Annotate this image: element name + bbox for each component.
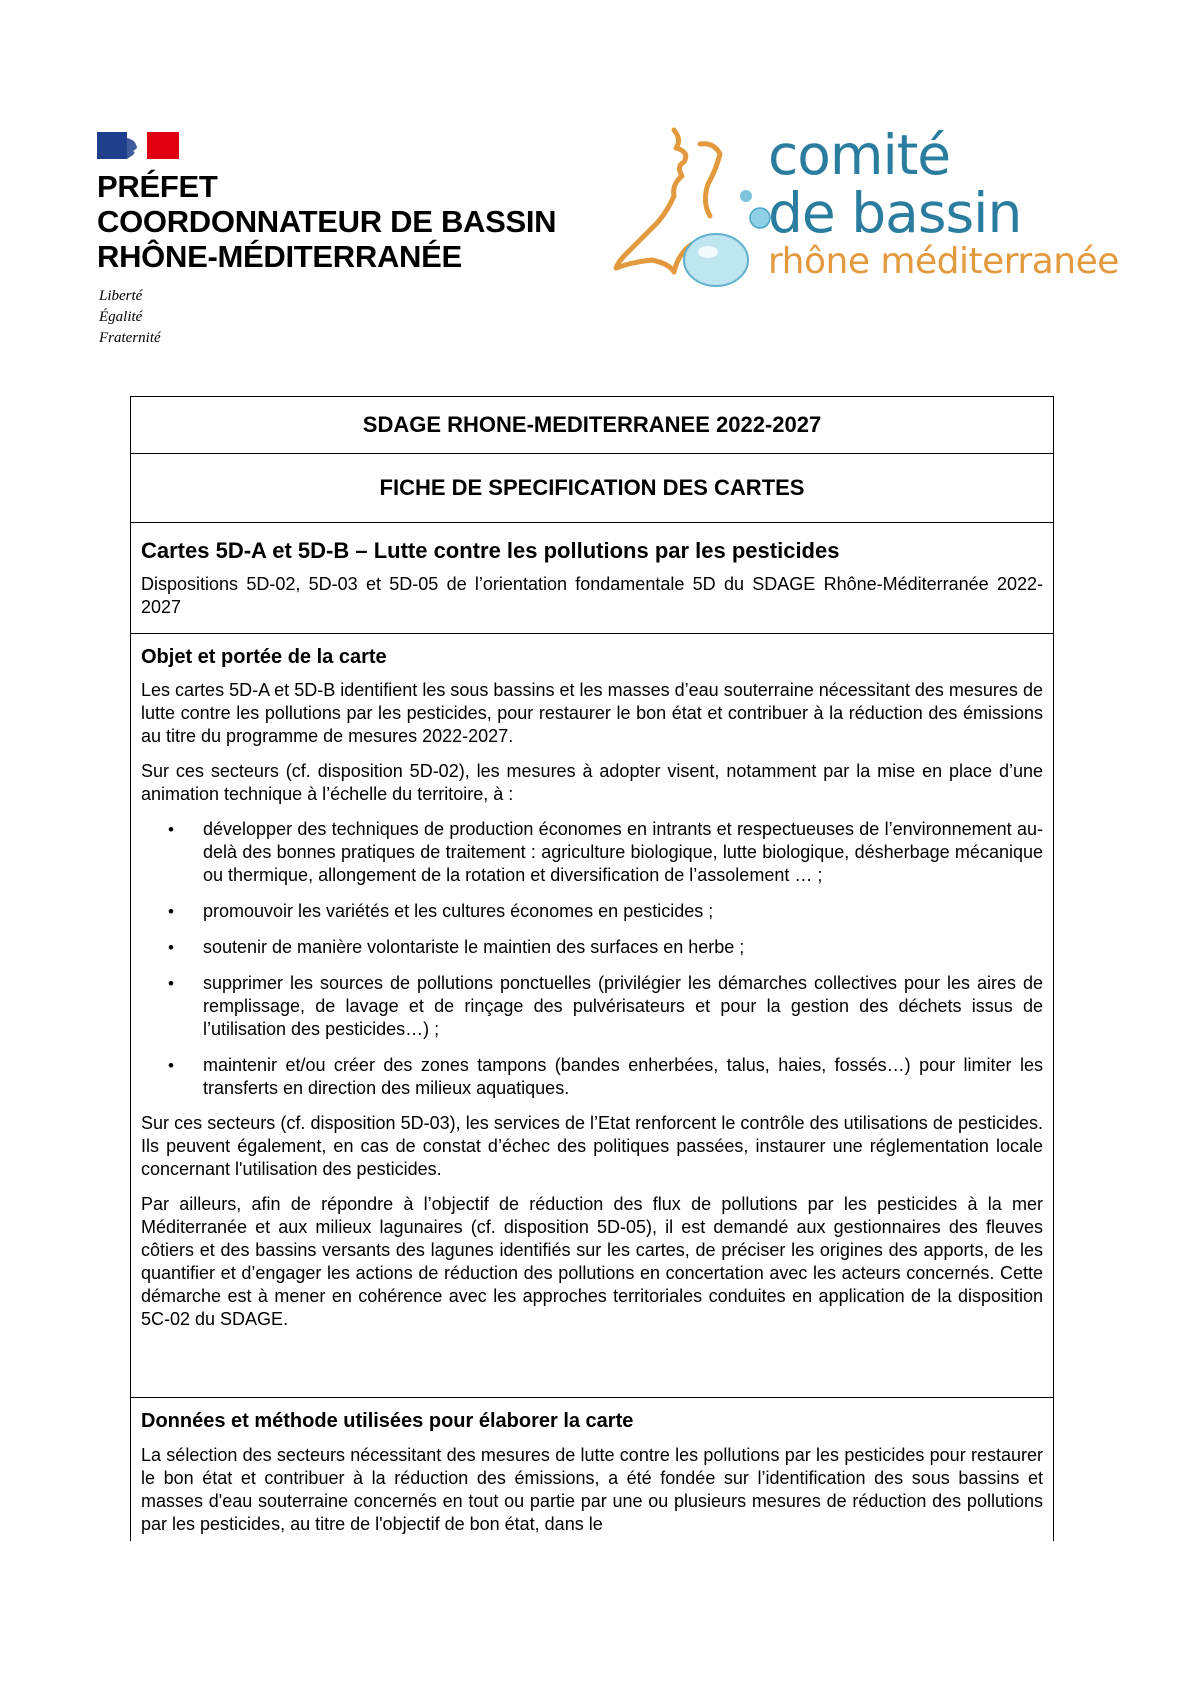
document-subtitle: FICHE DE SPECIFICATION DES CARTES	[131, 454, 1053, 523]
cards-section	[131, 523, 1053, 634]
objet-paragraph-4: Par ailleurs, afin de répondre à l’objectif de réduction des flux de pollutions par les pesticides à la mer Méditerranée et aux milieux lagunaires (cf. disposition 5D-05), il est demandé aux gestionnaires des fleuves côtiers et des bassins versants des lagunes identifiés sur les cartes, de préciser les origines des apports, de les quantifier et d’engager les actions de réduction des pollutions en concertation avec les acteurs concernés. Cette démarche est à mener en cohérence avec les approches territoriales conduites en application de la disposition 5C-02 du SDAGE.	[141, 1194, 1043, 1329]
list-item: • maintenir et/ou créer des zones tampons (bandes enherbées, talus, haies, fossés…) pour limiter les transferts en direction des milieux aquatiques.	[203, 1054, 1043, 1100]
donnees-paragraph-1: La sélection des secteurs nécessitant des mesures de lutte contre les pollutions par les pesticides pour restaurer le bon état et contribuer à la réduction des émissions, a été fondée sur l’identification des sous bassins et masses d'eau souterraine concernés en tout ou partie par une ou plusieurs mesures de réduction des pollutions par les pesticides, au titre de l'objectif de bon état, dans le	[141, 1445, 1043, 1534]
list-item: • soutenir de manière volontariste le maintien des surfaces en herbe ;	[203, 936, 1043, 959]
objet-paragraph-3: Sur ces secteurs (cf. disposition 5D-03), les services de l’Etat renforcent le contrôle des utilisations de pesticides. Ils peuvent également, en cas de constat d’échec des politiques passées, instaurer une réglementation locale concernant l'utilisation des pesticides.	[141, 1113, 1043, 1179]
motto-fraternite: Fraternité	[99, 330, 161, 346]
comite-de-bassin-wordmark	[768, 123, 1119, 282]
objet-heading: Objet et portée de la carte	[141, 646, 387, 668]
prefet-line-1: PRÉFET	[97, 169, 218, 204]
measures-list	[141, 818, 1043, 1100]
donnees-section	[131, 1398, 1053, 1536]
list-item: • développer des techniques de production économes en intrants et respectueuses de l’environnement au-delà des bonnes pratiques de traitement : agriculture biologique, lutte biologique, désherbage mécanique ou thermique, allongement de la rotation et diversification de l’assolement … ;	[203, 818, 1043, 887]
dispositions-text: Dispositions 5D-02, 5D-03 et 5D-05 de l’orientation fondamentale 5D du SDAGE Rhône-Méditerranée 2022-2027	[141, 574, 1043, 617]
marianne-profile-icon	[127, 132, 147, 159]
comite-line-1: comité	[768, 123, 951, 187]
objet-paragraph-2: Sur ces secteurs (cf. disposition 5D-02), les mesures à adopter visent, notamment par la mise en place d’une animation technique à l’échelle du territoire, à :	[141, 761, 1043, 804]
cards-heading: Cartes 5D-A et 5D-B – Lutte contre les pollutions par les pesticides	[141, 538, 840, 563]
comite-line-3: rhône méditerranée	[768, 241, 1119, 282]
motto-egalite: Égalité	[99, 309, 143, 325]
prefet-block	[97, 132, 556, 349]
list-item: • promouvoir les variétés et les cultures économes en pesticides ;	[203, 900, 1043, 923]
donnees-heading: Données et méthode utilisées pour élaborer la carte	[141, 1410, 634, 1432]
page-header	[0, 0, 1190, 360]
list-item: • supprimer les sources de pollutions ponctuelles (privilégier les démarches collectives pour les aires de remplissage, de lavage et de rinçage des pulvérisateurs et pour la gestion des déchets issus de l’utilisation des pesticides…) ;	[203, 972, 1043, 1041]
specification-sheet	[130, 396, 1054, 1541]
prefet-title	[97, 169, 556, 274]
prefet-line-3: RHÔNE-MÉDITERRANÉE	[97, 239, 462, 274]
objet-paragraph-1: Les cartes 5D-A et 5D-B identifient les sous bassins et les masses d’eau souterraine nécessitant des mesures de lutte contre les pollutions par les pesticides, pour restaurer le bon état et contribuer à la réduction des émissions au titre du programme de mesures 2022-2027.	[141, 680, 1043, 746]
objet-section	[131, 634, 1053, 1398]
republic-motto	[97, 286, 556, 349]
motto-liberte: Liberté	[99, 288, 143, 304]
document-title: SDAGE RHONE-MEDITERRANEE 2022-2027	[131, 397, 1053, 454]
prefet-line-2: COORDONNATEUR DE BASSIN	[97, 204, 557, 239]
comite-line-2: de bassin	[768, 181, 1022, 245]
marianne-flag-logo	[97, 132, 179, 159]
